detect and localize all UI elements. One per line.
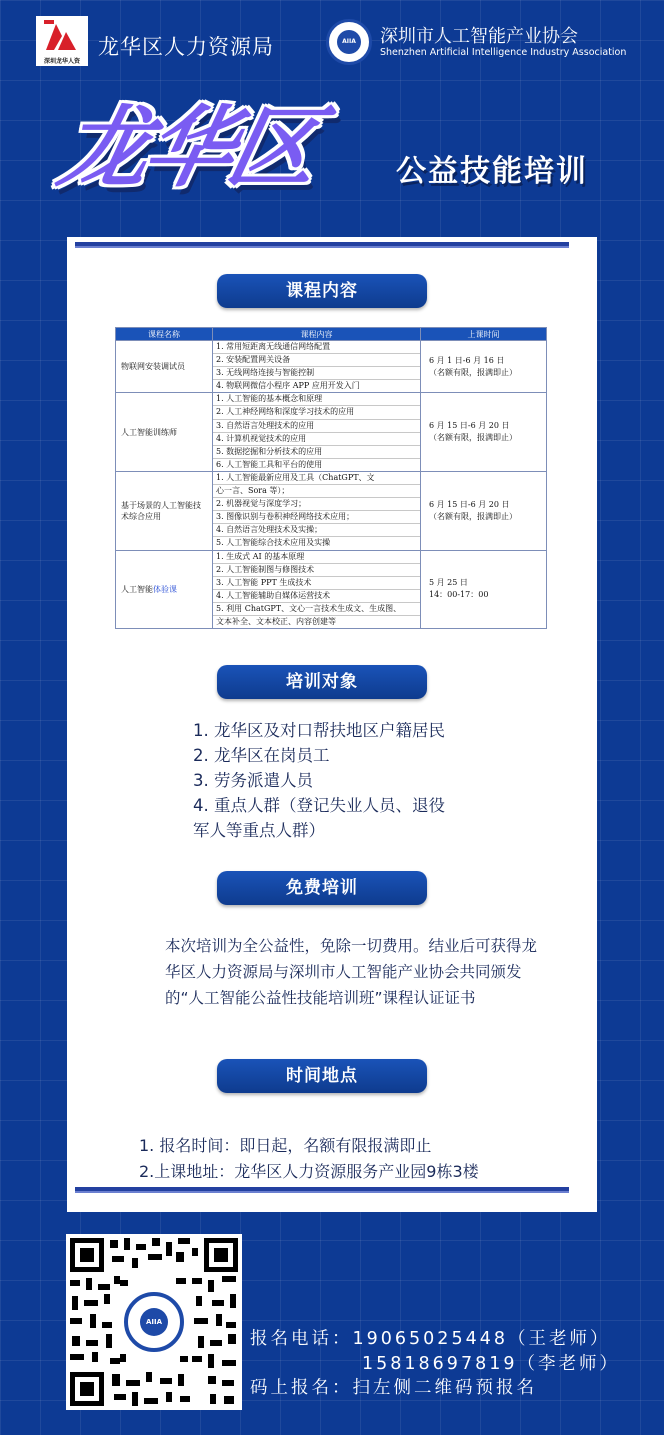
course-time: 6 月 15 日-6 月 20 日 （名额有限，报满即止） (421, 393, 547, 472)
sub-title: 公益技能培训 (396, 154, 588, 189)
content-line: 1. 人工智能的基本概念和原理 (213, 393, 420, 406)
ai-logo-text: AIIA (337, 30, 361, 54)
course-time: 6 月 15 日-6 月 20 日 （名额有限，报满即止） (421, 471, 547, 550)
course-name: 人工智能训练师 (116, 393, 213, 472)
course-time: 6 月 1 日-6 月 16 日 （名额有限，报满即止） (421, 341, 547, 393)
list-item: 军人等重点人群） (193, 821, 325, 840)
content-line: 3. 人工智能 PPT 生成技术 (213, 577, 420, 590)
registration-qr-code[interactable] (66, 1234, 242, 1410)
ai-association-name: 深圳市人工智能产业协会 (380, 26, 578, 47)
content-line: 2. 机器视觉与深度学习； (213, 498, 420, 511)
content-line: 文本补全、文本校正、内容创建等 (216, 616, 336, 626)
content-line: 5. 利用 ChatGPT、文心一言技术生成文、生成图、 (213, 603, 420, 616)
content-line: 5. 人工智能综合技术应用及实操 (216, 538, 331, 548)
content-line: 4. 自然语言处理技术及实操； (213, 524, 420, 537)
time-place-list (139, 1133, 479, 1185)
bottom-divider (75, 1187, 569, 1191)
content-line: 2. 人工智能制图与修图技术 (213, 564, 420, 577)
content-line: 4. 计算机视觉技术的应用 (213, 433, 420, 446)
top-divider (75, 242, 569, 246)
table-header-time: 上课时间 (421, 328, 547, 341)
course-content (213, 393, 421, 472)
content-line: 4. 人工智能辅助自媒体运营技术 (213, 590, 420, 603)
course-name: 人工智能体验课 (116, 550, 213, 629)
qr-logo-text: AIIA (140, 1308, 168, 1336)
list-item: 1. 龙华区及对口帮扶地区户籍居民 (193, 721, 445, 740)
table-row (116, 341, 547, 393)
target-list (193, 718, 445, 843)
list-item: 1. 报名时间：即日起，名额有限报满即止 (139, 1136, 432, 1155)
content-line: 4. 物联网微信小程序 APP 应用开发入门 (216, 381, 360, 391)
ai-association-logo (326, 19, 372, 65)
main-title: 龙华区 (51, 96, 326, 199)
contact-phone-1 (250, 1326, 610, 1352)
course-table (115, 327, 547, 629)
content-line: 2. 安装配置网关设备 (213, 354, 420, 367)
table-row (116, 550, 547, 629)
course-content (213, 471, 421, 550)
table-row (116, 393, 547, 472)
phone-label: 报名电话： (250, 1329, 353, 1349)
course-content (213, 550, 421, 629)
ai-association-name-en: Shenzhen Artificial Intelligence Industry Association (380, 47, 627, 58)
list-item: 2. 龙华区在岗员工 (193, 746, 330, 765)
content-line: 心一言、Sora 等）； (213, 485, 420, 498)
hr-logo-caption: 深圳龙华人资 (43, 58, 80, 65)
hr-bureau-logo (36, 16, 88, 66)
list-item: 3. 劳务派遣人员 (193, 771, 313, 790)
qr-instruction: 码上报名：扫左侧二维码预报名 (250, 1378, 537, 1398)
course-name: 物联网安装调试员 (116, 341, 213, 393)
section-course-header: 课程内容 (217, 274, 427, 308)
header (0, 0, 664, 90)
course-time: 5 月 25 日 14：00-17：00 (421, 550, 547, 629)
course-name: 基于场景的人工智能技术综合应用 (116, 471, 213, 550)
phone-2[interactable]: 15818697819（李老师） (362, 1354, 620, 1374)
section-target-header: 培训对象 (217, 665, 427, 699)
section-free-header: 免费培训 (217, 871, 427, 905)
content-line: 2. 人工神经网络和深度学习技术的应用 (213, 406, 420, 419)
table-header-name: 课程名称 (116, 328, 213, 341)
list-item: 4. 重点人群（登记失业人员、退役 (193, 796, 445, 815)
hr-bureau-name: 龙华区人力资源局 (98, 35, 274, 59)
qr-center-logo (124, 1292, 184, 1352)
content-line: 1. 生成式 AI 的基本原理 (213, 551, 420, 564)
section-time-place-header: 时间地点 (217, 1059, 427, 1093)
phone-1[interactable]: 19065025448（王老师） (352, 1329, 611, 1349)
content-line: 5. 数据挖掘和分析技术的应用 (213, 446, 420, 459)
content-card (67, 237, 597, 1212)
free-description: 本次培训为全公益性，免除一切费用。结业后可获得龙华区人力资源局与深圳市人工智能产业协会共同颁发的“人工智能公益性技能培训班”课程认证证书 (165, 937, 538, 1007)
content-line: 3. 图像识别与卷积神经网络技术应用； (213, 511, 420, 524)
content-line: 3. 无线网络连接与智能控制 (213, 367, 420, 380)
table-row (116, 471, 547, 550)
table-header-content: 课程内容 (213, 328, 421, 341)
content-line: 1. 人工智能最新应用及工具（ChatGPT、文 (213, 472, 420, 485)
contact-phone-2 (362, 1351, 620, 1377)
content-line: 1. 常用短距离无线通信网络配置 (213, 341, 420, 354)
list-item: 2.上课地址：龙华区人力资源服务产业园9栋3楼 (139, 1162, 479, 1181)
content-line: 6. 人工智能工具和平台的使用 (216, 459, 323, 469)
course-content (213, 341, 421, 393)
content-line: 3. 自然语言处理技术的应用 (213, 420, 420, 433)
course-name-highlight: 体验课 (153, 584, 177, 594)
